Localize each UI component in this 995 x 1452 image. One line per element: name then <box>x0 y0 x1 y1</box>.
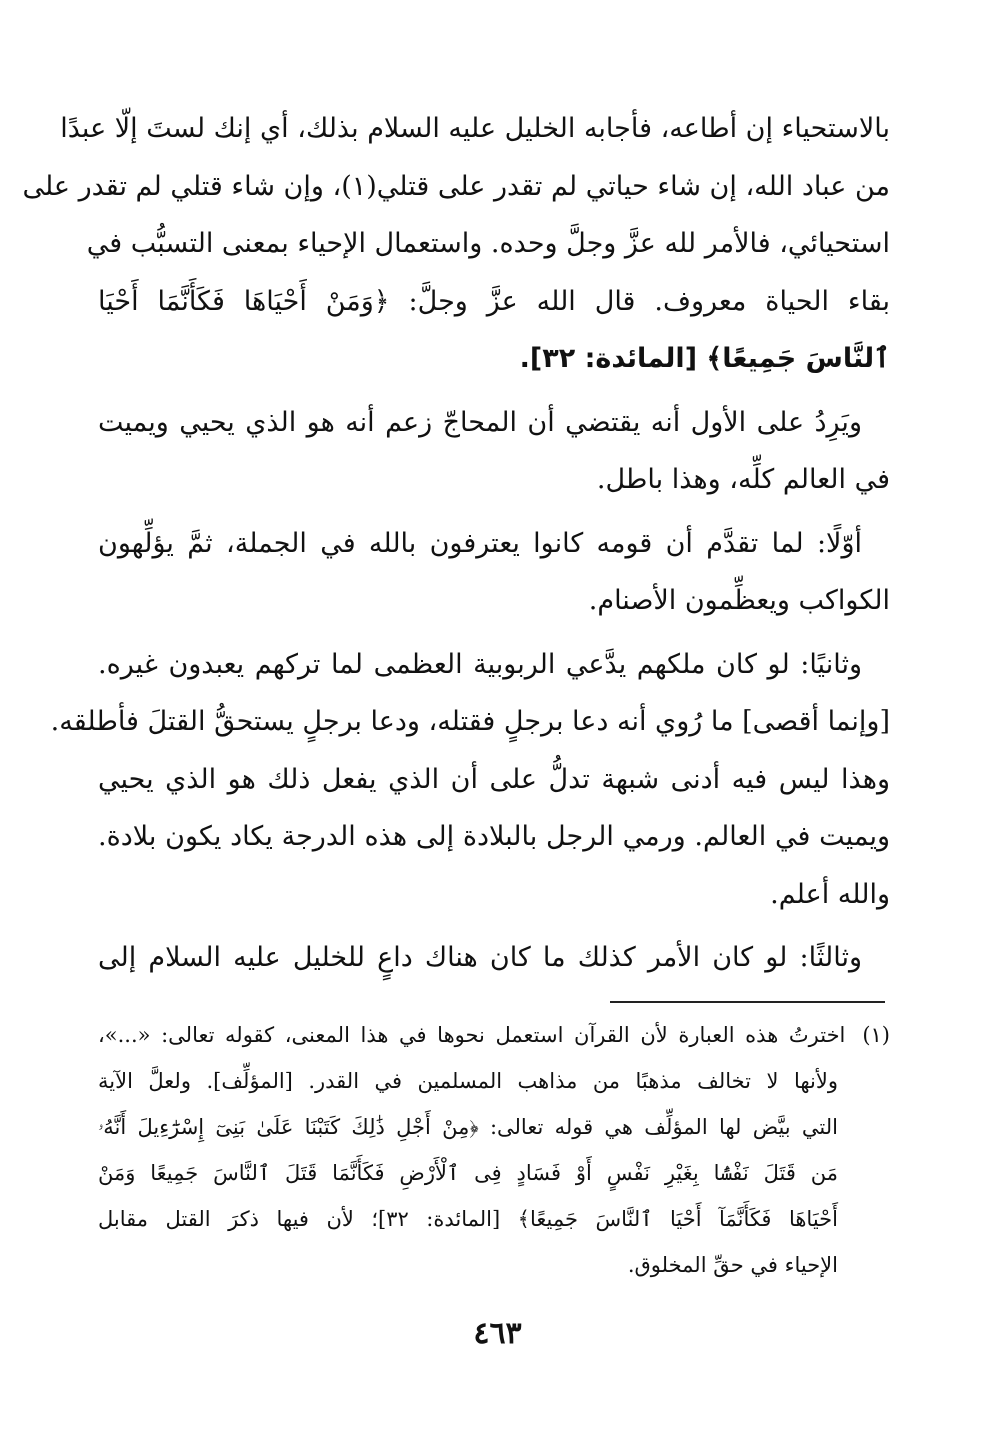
paragraph-1 <box>22 100 890 388</box>
footnote-line: أَحْيَاهَا فَكَأَنَّمَآ أَحْيَا ٱلنَّاسَ جَمِيعًا﴾ [المائدة: ٣٢]؛ لأن فيها ذكرَ القتل مقابل <box>98 1207 838 1231</box>
paragraph-3 <box>98 515 890 630</box>
footnote-line: مَن قَتَلَ نَفْسًۢا بِغَيْرِ نَفْسٍ أَوْ فَسَادٍ فِى ٱلْأَرْضِ فَكَأَنَّمَا قَتَلَ ٱلنَّاسَ جَمِيعًا وَمَنْ <box>98 1161 838 1185</box>
paragraph-2 <box>98 394 890 509</box>
text-line: بقاء الحياة معروف. قال الله عزَّ وجلَّ: ﴿وَمَنْ أَحْيَاهَا فَكَأَنَّمَا أَحْيَا <box>98 285 890 317</box>
text-line: وهذا ليس فيه أدنى شبهة تدلُّ على أن الذي يفعل ذلك هو الذي يحيي <box>98 763 890 795</box>
text-line: ويميت في العالم. ورمي الرجل بالبلادة إلى هذه الدرجة يكاد يكون بلادة. <box>98 821 890 852</box>
text-line: أوّلًا: لما تقدَّم أن قومه كانوا يعترفون بالله في الجملة، ثمَّ يؤلِّهون <box>98 527 862 559</box>
footnote-separator <box>610 1001 885 1003</box>
text-line: ٱلنَّاسَ جَمِيعًا﴾ [المائدة: ٣٢]. <box>519 343 890 374</box>
text-line: بالاستحياء إن أطاعه، فأجابه الخليل عليه السلام بذلك، أي إنك لستَ إلّا عبدًا <box>60 113 890 144</box>
text-line: الكواكب ويعظِّمون الأصنام. <box>588 585 890 616</box>
text-line: وثانيًا: لو كان ملكهم يدَّعي الربوبية العظمى لما تركهم يعبدون غيره. <box>98 648 862 680</box>
text-line: استحيائي، فالأمر لله عزَّ وجلَّ وحده. واستعمال الإحياء بمعنى التسبُّب في <box>86 228 890 259</box>
footnote-line: ولأنها لا تخالف مذهبًا من مذاهب المسلمين في القدر. [المؤلِّف]. ولعلَّ الآية <box>98 1069 838 1093</box>
footnote-line: الإحياء في حقِّ المخلوق. <box>627 1253 838 1277</box>
text-line: والله أعلم. <box>770 878 890 910</box>
footnote-line: التي بيَّض لها المؤلِّف هي قوله تعالى: ﴿مِنْ أَجْلِ ذَٰلِكَ كَتَبْنَا عَلَىٰ بَنِىٓ إِسْرَٰٓءِيلَ أَنَّهُۥ <box>98 1115 838 1139</box>
main-text <box>22 100 890 987</box>
text-line: ويَرِدُ على الأول أنه يقتضي أن المحاجّ زعم أنه هو الذي يحيي ويميت <box>98 406 862 438</box>
text-line: في العالم كلِّه، وهذا باطل. <box>596 464 890 495</box>
footnote-first-line <box>98 1012 890 1058</box>
paragraph-4 <box>50 636 890 924</box>
page-number: ٤٦٣ <box>473 1316 522 1351</box>
text-line: [وإنما أقصى] ما رُوي أنه دعا برجلٍ فقتله، ودعا برجلٍ يستحقُّ القتلَ فأطلقه. <box>50 706 890 737</box>
footnote-text: اخترتُ هذه العبارة لأن القرآن استعمل نحوها في هذا المعنى، كقوله تعالى: «...»، <box>98 1023 846 1047</box>
footnote-number: (١) <box>862 1023 890 1047</box>
text-line: وثالثًا: لو كان الأمر كذلك ما كان هناك داعٍ للخليل عليه السلام إلى <box>98 942 862 973</box>
footnotes <box>98 1012 890 1288</box>
paragraph-5 <box>98 929 890 987</box>
text-line: من عباد الله، إن شاء حياتي لم تقدر على قتلي(١)، وإن شاء قتلي لم تقدر على <box>22 170 890 202</box>
